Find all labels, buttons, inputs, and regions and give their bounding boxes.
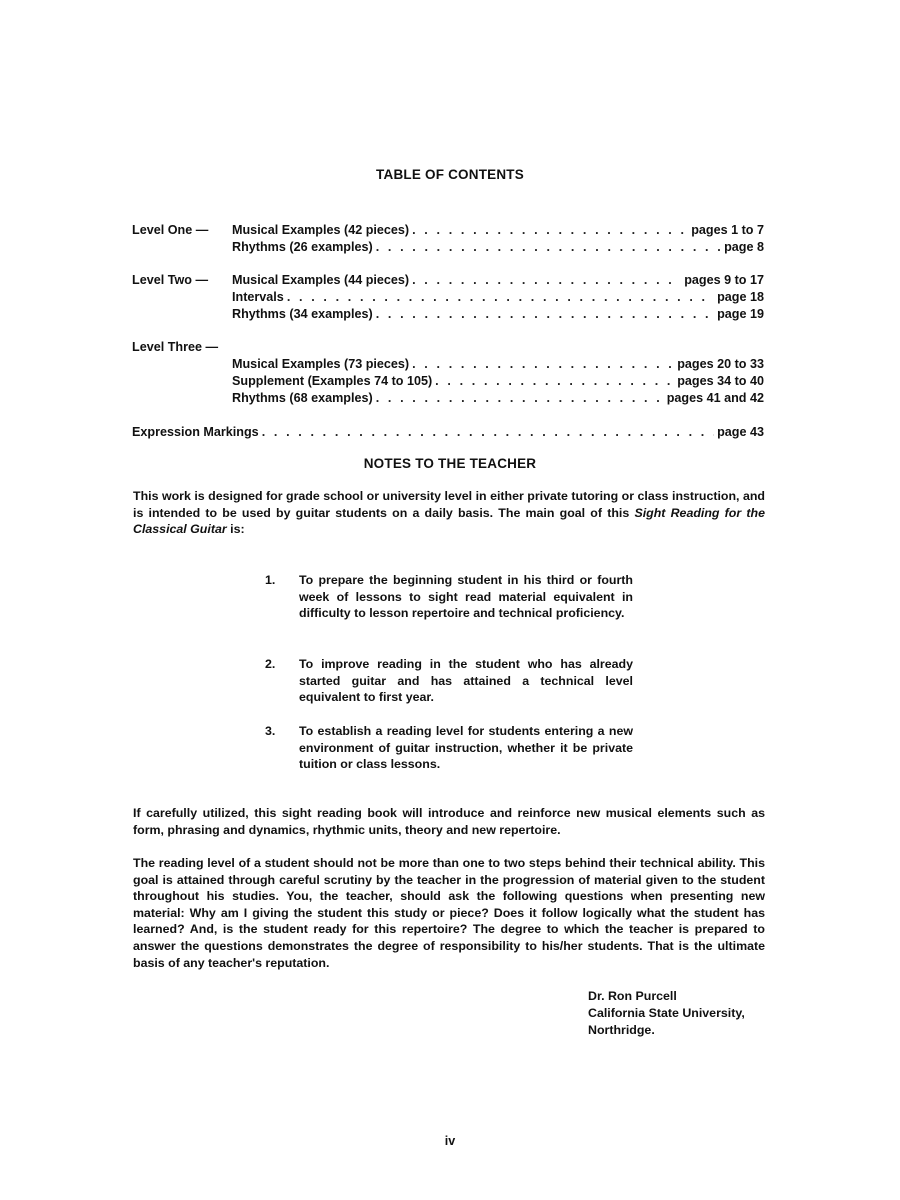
toc-entry-label: Rhythms (34 examples) <box>232 307 373 321</box>
toc-level-label: Level One — <box>132 223 209 237</box>
book-title: Sight Reading for the Classical Guitar <box>133 505 765 537</box>
body-paragraph: The reading level of a student should not be more than one to two steps behind their technical ability. This goal is attained through careful scrutiny by the teacher in the progression of material given to the student throughout his studies. You, the teacher, should ask the following questions when presenting new material: Why am I giving the student this study or piece? Does it follow logically what the student has learned? And, is the student ready for this repertoire? The degree to which the teacher is prepared to answer the questions demonstrates the degree of responsibility to his/her students. That is the ultimate basis of any teacher's reputation. <box>133 856 765 970</box>
toc-entry-pages: page 8 <box>724 240 764 254</box>
dot-leader <box>412 356 674 373</box>
toc-entry-pages: page 18 <box>717 290 764 304</box>
toc-row <box>132 289 764 306</box>
toc-row <box>132 239 764 256</box>
toc-entry-pages: pages 9 to 17 <box>684 273 764 287</box>
toc-entry-label: Musical Examples (44 pieces) <box>232 273 410 287</box>
goal-number: 1. <box>265 573 276 587</box>
toc-row <box>132 339 764 356</box>
toc-row <box>132 222 764 239</box>
toc-level-label: Level Two — <box>132 273 209 287</box>
dot-leader <box>412 272 681 289</box>
toc-entry-pages: pages 1 to 7 <box>691 223 764 237</box>
toc-entry-pages: pages 20 to 33 <box>677 357 764 371</box>
toc-entry <box>232 222 764 239</box>
toc-row <box>132 373 764 390</box>
goal-number: 3. <box>265 724 276 738</box>
toc-entry-label: Rhythms (26 examples) <box>232 240 373 254</box>
dot-leader <box>412 222 688 239</box>
toc-entry-label: Rhythms (68 examples) <box>232 391 373 405</box>
toc-entry <box>232 390 764 407</box>
goal-text: To prepare the beginning student in his third or fourth week of lessons to sight read material equivalent in difficulty to lesson repertoire and technical proficiency. <box>299 573 633 621</box>
dot-leader <box>262 424 714 441</box>
toc-entry-pages: pages 34 to 40 <box>677 374 764 388</box>
toc-row <box>132 390 764 407</box>
toc-entry <box>132 424 764 441</box>
intro-paragraph <box>133 488 765 538</box>
toc-entry-label: Musical Examples (73 pieces) <box>232 357 410 371</box>
notes-title: NOTES TO THE TEACHER <box>363 456 537 471</box>
toc-entry <box>232 306 764 323</box>
toc-entry <box>232 239 764 256</box>
dot-leader <box>376 390 664 407</box>
toc-row <box>132 424 764 441</box>
signature-block <box>588 988 808 1039</box>
toc-entry-label: Musical Examples (42 pieces) <box>232 223 410 237</box>
toc-entry-label: Supplement (Examples 74 to 105) <box>232 374 433 388</box>
toc-entry-pages: page 19 <box>717 307 764 321</box>
dot-leader <box>287 289 714 306</box>
signature-location: Northridge. <box>588 1023 655 1037</box>
toc-title: TABLE OF CONTENTS <box>376 167 524 182</box>
intro-text: This work is designed for grade school or university level in either private tutoring or class instruction, and is intended to be used by guitar students on a daily basis. The main goal of this <box>133 489 765 520</box>
signature-affiliation: California State University, <box>588 1006 745 1020</box>
toc-entry-label: Expression Markings <box>132 425 259 439</box>
goal-text: To improve reading in the student who has already started guitar and has attained a technical level equivalent to first year. <box>299 657 633 705</box>
signature-name: Dr. Ron Purcell <box>588 989 677 1003</box>
page-number: iv <box>444 1134 456 1148</box>
toc-entry <box>232 272 764 289</box>
goal-text: To establish a reading level for students entering a new environment of guitar instruction, whether it be private tuition or class lessons. <box>299 724 633 772</box>
toc-entry <box>232 373 764 390</box>
toc-entry <box>232 289 764 306</box>
toc-row <box>132 272 764 289</box>
toc-entry-label: Intervals <box>232 290 284 304</box>
toc-row <box>132 356 764 373</box>
body-paragraph: If carefully utilized, this sight reading book will introduce and reinforce new musical elements such as form, phrasing and dynamics, rhythmic units, theory and new repertoire. <box>133 806 765 837</box>
toc-level-label: Level Three — <box>132 340 219 354</box>
dot-leader <box>376 239 721 256</box>
intro-end: is: <box>230 522 245 537</box>
toc-entry-pages: pages 41 and 42 <box>666 391 764 405</box>
goal-number: 2. <box>265 657 276 671</box>
toc-entry <box>232 356 764 373</box>
dot-leader <box>435 373 674 390</box>
toc-row <box>132 306 764 323</box>
dot-leader <box>376 306 714 323</box>
toc-entry-pages: page 43 <box>717 425 764 439</box>
